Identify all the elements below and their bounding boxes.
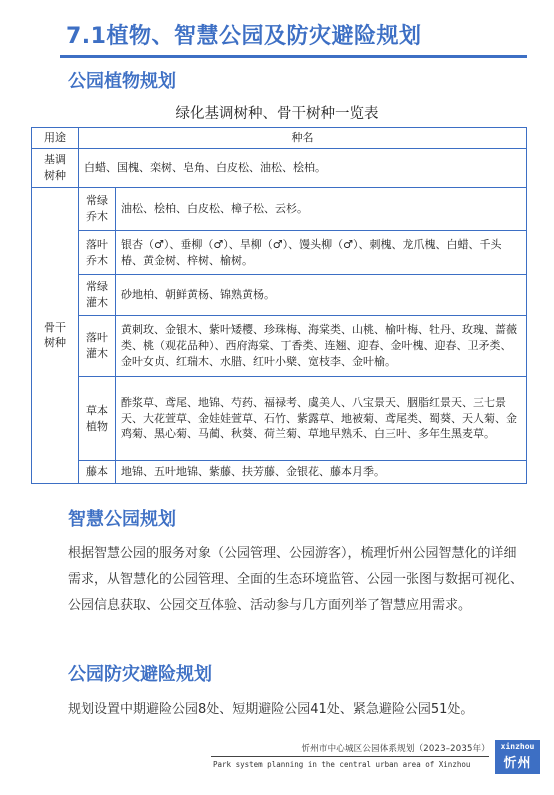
subcategory-label: 常绿灌木	[86, 280, 108, 309]
footer-title: 忻州市中心城区公园体系规划（2023–2035年）	[301, 744, 490, 754]
table-header-row	[32, 128, 527, 149]
table-row	[32, 377, 527, 461]
species-cell: 银杏（♂）、垂柳（♂）、旱柳（♂）、馒头柳（♂）、刺槐、龙爪槐、白蜡、千头椿、黄金树、梓树、榆树。	[116, 231, 527, 275]
subcategory-cell	[79, 275, 116, 316]
subcategory-label: 常绿乔木	[86, 194, 108, 223]
badge-bottom-text: 忻州	[503, 756, 532, 771]
table-row	[32, 461, 527, 484]
subcategory-label: 藤本	[86, 465, 108, 478]
table-row	[32, 231, 527, 275]
category-cell	[32, 188, 79, 484]
table-caption: 绿化基调树种、骨干树种一览表	[175, 106, 379, 122]
plants-heading: 公园植物规划	[68, 71, 176, 92]
footer-badge	[495, 740, 540, 774]
smart-park-heading: 智慧公园规划	[68, 509, 176, 530]
footer-rule	[211, 756, 489, 757]
subcategory-cell	[79, 377, 116, 461]
table-row	[32, 149, 527, 188]
subcategory-cell	[79, 231, 116, 275]
disaster-heading: 公园防灾避险规划	[68, 664, 212, 685]
subcategory-cell	[79, 461, 116, 484]
plant-table	[31, 127, 527, 484]
subcategory-label: 草本植物	[86, 403, 108, 433]
footer-subtitle: Park system planning in the central urban area of Xinzhou	[213, 760, 471, 769]
species-cell: 酢浆草、鸢尾、地锦、芍药、福禄考、虞美人、八宝景天、胭脂红景天、三七景天、大花萱草、金娃娃萱草、石竹、紫露草、地被菊、鸢尾类、蜀葵、天人菊、金鸡菊、黑心菊、马蔺、秋葵、荷兰菊、草地早熟禾、白三叶、多年生黑麦草。	[116, 377, 527, 461]
species-cell: 白蜡、国槐、栾树、皂角、白皮松、油松、桧柏。	[79, 149, 527, 188]
category-label: 骨干树种	[44, 320, 66, 350]
table-row	[32, 275, 527, 316]
badge-top-text: xinzhou	[500, 742, 535, 751]
header-species: 种名	[79, 128, 527, 149]
smart-park-paragraph: 根据智慧公园的服务对象（公园管理、公园游客），梳理忻州公园智慧化的详细需求，从智慧化的公园管理、全面的生态环境监管、公园一张图与数据可视化、公园信息获取、公园交互体验、活动参与几方面列举了智慧应用需求。	[68, 546, 524, 613]
table-row	[32, 316, 527, 377]
species-cell: 油松、桧柏、白皮松、樟子松、云杉。	[116, 188, 527, 231]
disaster-paragraph: 规划设置中期避险公园8处、短期避险公园41处、紧急避险公园51处。	[68, 702, 474, 717]
category-label: 基调树种	[44, 153, 66, 182]
category-cell	[32, 149, 79, 188]
header-use: 用途	[32, 128, 79, 149]
species-cell: 地锦、五叶地锦、紫藤、扶芳藤、金银花、藤本月季。	[116, 461, 527, 484]
species-cell: 黄刺玫、金银木、紫叶矮樱、珍珠梅、海棠类、山桃、榆叶梅、牡丹、玫瑰、蔷薇类、桃（观花品种）、西府海棠、丁香类、连翘、迎春、金叶槐、迎春、卫矛类、金叶女贞、红瑞木、水腊、红叶小檗、宽枝李、金叶榆。	[116, 316, 527, 377]
title-rule	[60, 55, 527, 58]
table-row	[32, 188, 527, 231]
species-cell: 砂地柏、朝鲜黄杨、锦熟黄杨。	[116, 275, 527, 316]
subcategory-label: 落叶灌木	[86, 331, 108, 360]
subcategory-label: 落叶乔木	[86, 237, 108, 267]
page-title: 7.1植物、智慧公园及防灾避险规划	[66, 24, 422, 49]
subcategory-cell	[79, 188, 116, 231]
subcategory-cell	[79, 316, 116, 377]
